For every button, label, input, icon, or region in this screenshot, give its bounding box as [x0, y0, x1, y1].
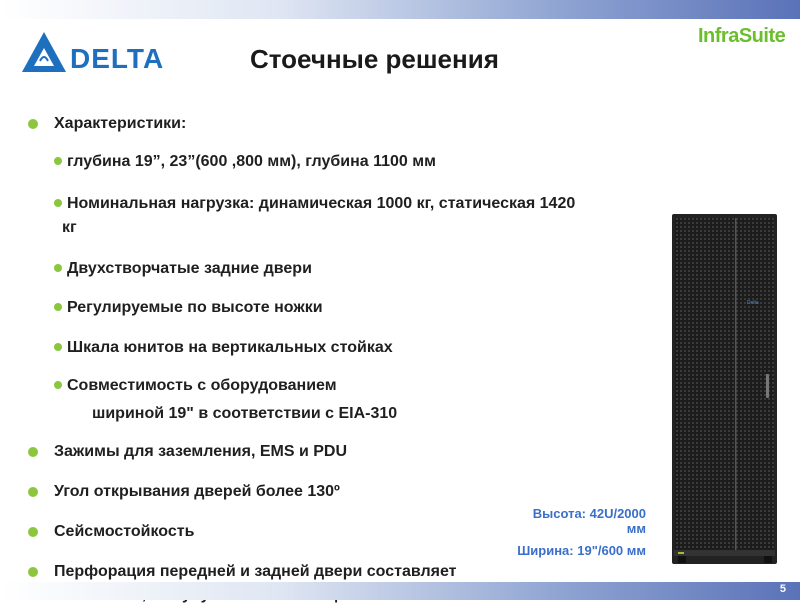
- list-item: Совместимость с оборудованием: [67, 377, 337, 394]
- bottom-gradient-bar: [0, 582, 800, 600]
- rack-height-caption: [470, 506, 646, 536]
- list-item-continuation: шириной 19" в соответствии с EIA-310: [92, 405, 398, 422]
- rack-width-caption: Ширина: 19"/600 мм: [517, 543, 646, 558]
- page-title: Стоечные решения: [250, 44, 499, 74]
- bullet-icon: [28, 119, 38, 129]
- infrasuite-logo-text: InfraSuite: [698, 25, 786, 47]
- bullet-icon: [54, 157, 62, 165]
- list-item: Регулируемые по высоте ножки: [67, 299, 323, 316]
- list-item: Номинальная нагрузка: динамическая 1000 кг, статическая 1420: [67, 195, 576, 212]
- list-item: Шкала юнитов на вертикальных стойках: [67, 339, 393, 356]
- delta-logo-text: DELTA: [70, 43, 165, 74]
- rack-logo-text: Delta: [747, 300, 759, 306]
- height-line-2: мм: [626, 521, 646, 536]
- list-item: глубина 19”, 23”(600 ,800 мм), глубина 1100 мм: [67, 153, 436, 170]
- bullet-icon: [54, 303, 62, 311]
- bullet-icon: [28, 447, 38, 457]
- list-item-continuation: кг: [62, 219, 77, 236]
- bullet-icon: [28, 527, 38, 537]
- section-title: Характеристики:: [54, 115, 187, 132]
- bullet-icon: [54, 199, 62, 207]
- bullet-icon: [28, 487, 38, 497]
- bullet-icon: [54, 264, 62, 272]
- bullet-icon: [28, 567, 38, 577]
- list-item: Зажимы для заземления, EMS и PDU: [54, 443, 348, 460]
- list-item: Двухстворчатые задние двери: [67, 260, 312, 277]
- page-number: 5: [779, 583, 786, 595]
- list-item: Перфорация передней и задней двери составляет: [54, 563, 457, 580]
- bullet-icon: [54, 343, 62, 351]
- height-line-1: Высота: 42U/2000: [532, 506, 646, 521]
- bullet-icon: [54, 381, 62, 389]
- server-rack-image: [672, 214, 777, 564]
- list-item: Сейсмостойкость: [54, 523, 195, 540]
- list-item: Угол открывания дверей более 130º: [54, 483, 340, 500]
